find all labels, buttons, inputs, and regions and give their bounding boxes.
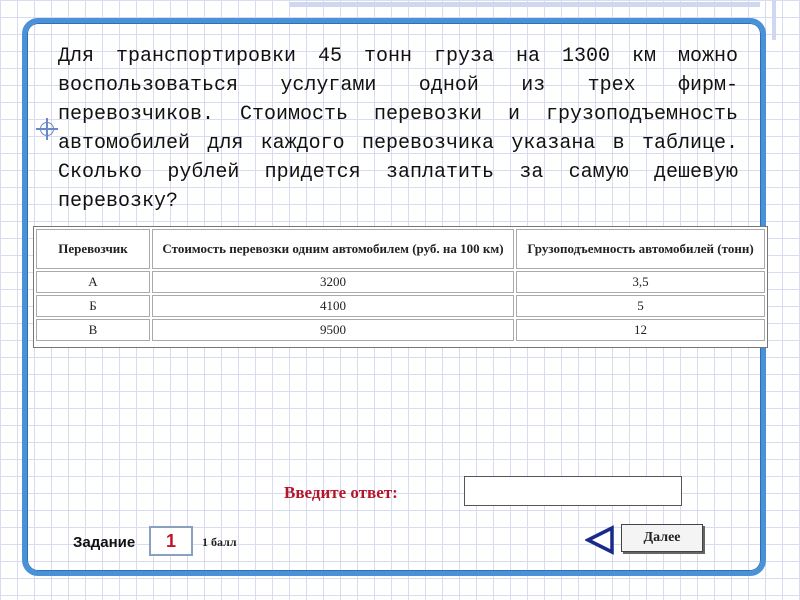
task-number-badge: 1 — [149, 526, 193, 556]
table-row — [36, 295, 765, 317]
answer-label: Введите ответ: — [284, 483, 398, 502]
carriers-table — [33, 226, 768, 348]
points-label: 1 балл — [202, 535, 237, 549]
header-capacity: Грузоподъемность автомобилей (тонн) — [516, 229, 765, 269]
table-row — [36, 319, 765, 341]
task-label: Задание — [73, 534, 136, 551]
cell-cost: 3200 — [152, 271, 514, 293]
cell-capacity: 12 — [516, 319, 765, 341]
back-arrow-icon — [585, 525, 615, 555]
answer-input[interactable] — [464, 476, 682, 506]
header-cost: Стоимость перевозки одним автомобилем (руб. на 100 км) — [152, 229, 514, 269]
table-row — [36, 271, 765, 293]
cell-cost: 4100 — [152, 295, 514, 317]
header-carrier: Перевозчик — [36, 229, 150, 269]
cell-carrier: А — [36, 271, 150, 293]
cell-cost: 9500 — [152, 319, 514, 341]
question-text: Для транспортировки 45 тонн груза на 1300 км можно воспользоваться услугами одной из трех фирм-перевозчиков. Стоимость перевозки и грузоподъемность автомобилей для каждого перевозчика указана в таблице. Сколько рублей придется заплатить за самую дешевую перевозку? — [58, 45, 738, 213]
cell-carrier: В — [36, 319, 150, 341]
table-header-row — [36, 229, 765, 269]
decorative-line-top — [290, 2, 760, 7]
cell-carrier: Б — [36, 295, 150, 317]
decorative-line-right — [772, 0, 776, 40]
cell-capacity: 5 — [516, 295, 765, 317]
back-button[interactable] — [585, 525, 615, 555]
crosshair-icon — [36, 118, 58, 140]
next-button[interactable]: Далее — [621, 524, 703, 552]
cell-capacity: 3,5 — [516, 271, 765, 293]
